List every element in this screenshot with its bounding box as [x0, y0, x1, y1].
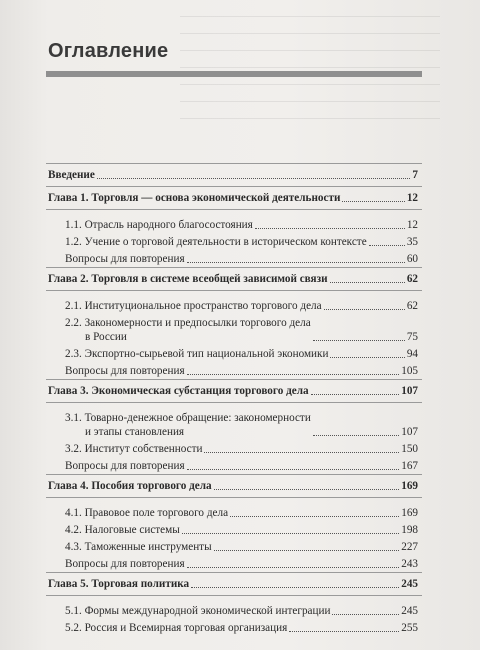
leader-dots [230, 516, 399, 517]
leader-dots [255, 228, 405, 229]
leader-dots [342, 201, 404, 202]
chapter-page: 62 [406, 273, 418, 285]
item-page: 107 [401, 426, 418, 438]
toc-item [46, 538, 422, 555]
toc-item [46, 504, 422, 521]
item-label: 2.1. Институциональное пространство торгового дела [65, 300, 322, 312]
item-page: 167 [401, 460, 418, 472]
leader-dots [313, 340, 405, 341]
item-label: 3.2. Институт собственности [65, 443, 203, 455]
item-label [65, 411, 311, 439]
toc-item [46, 521, 422, 538]
toc-item [46, 314, 422, 345]
item-page: 60 [406, 253, 418, 265]
item-page: 255 [401, 622, 418, 634]
leader-dots [330, 282, 405, 283]
leader-dots [204, 452, 399, 453]
item-label: 4.3. Таможенные инструменты [65, 541, 212, 553]
chapter-page: 169 [401, 480, 418, 492]
leader-dots [324, 309, 405, 310]
toc-item [46, 345, 422, 362]
toc-item [46, 297, 422, 314]
item-page: 245 [401, 605, 418, 617]
item-page: 150 [401, 443, 418, 455]
item-label-line-2: в России [85, 331, 127, 343]
leader-dots [187, 567, 400, 568]
chapter-label: Глава 1. Торговля — основа экономической деятельности [48, 192, 341, 204]
item-label-line-1: 3.1. Товарно-денежное обращение: закономерности [65, 412, 311, 424]
leader-dots [369, 245, 405, 246]
item-label-line-1: 2.2. Закономерности и предпосылки торгового дела [65, 317, 311, 329]
item-page: 12 [406, 219, 418, 231]
toc-item [46, 250, 422, 267]
leader-dots [182, 533, 399, 534]
item-label: 2.3. Экспортно-сырьевой тип национальной экономики [65, 348, 329, 360]
toc-page: 7 [412, 169, 418, 181]
item-page: 105 [401, 365, 418, 377]
leader-dots [214, 489, 400, 490]
table-of-contents [46, 163, 422, 636]
toc-item [46, 602, 422, 619]
toc-chapter [46, 380, 422, 402]
toc-item [46, 216, 422, 233]
item-label: 4.1. Правовое поле торгового дела [65, 507, 229, 519]
toc-item [46, 457, 422, 474]
item-page: 75 [406, 331, 418, 343]
item-page: 35 [406, 236, 418, 248]
item-label: 5.2. Россия и Всемирная торговая организация [65, 622, 288, 634]
item-label: Вопросы для повторения [65, 365, 185, 377]
page-title: Оглавление [48, 40, 169, 62]
item-page: 243 [401, 558, 418, 570]
item-page: 94 [406, 348, 418, 360]
chapter-label: Глава 4. Пособия торгового дела [48, 480, 212, 492]
leader-dots [313, 435, 399, 436]
toc-chapter [46, 268, 422, 290]
toc-label: Введение [48, 169, 95, 181]
toc-item [46, 555, 422, 572]
toc-item [46, 619, 422, 636]
item-page: 62 [406, 300, 418, 312]
leader-dots [97, 178, 411, 179]
leader-dots [214, 550, 400, 551]
item-label: Вопросы для повторения [65, 558, 185, 570]
title-rule [46, 71, 422, 77]
leader-dots [289, 631, 399, 632]
chapter-page: 245 [401, 578, 418, 590]
leader-dots [187, 262, 405, 263]
toc-item [46, 409, 422, 440]
chapter-label: Глава 2. Торговля в системе всеобщей зависимой связи [48, 273, 328, 285]
item-label: Вопросы для повторения [65, 460, 185, 472]
item-label: 1.1. Отрасль народного благосостояния [65, 219, 253, 231]
leader-dots [332, 614, 399, 615]
toc-item [46, 233, 422, 250]
item-page: 169 [401, 507, 418, 519]
leader-dots [191, 587, 399, 588]
item-page: 198 [401, 524, 418, 536]
item-page: 227 [401, 541, 418, 553]
leader-dots [187, 469, 400, 470]
leader-dots [187, 374, 400, 375]
toc-chapter [46, 475, 422, 497]
chapter-label: Глава 5. Торговая политика [48, 578, 190, 590]
leader-dots [330, 357, 404, 358]
item-label: Вопросы для повторения [65, 253, 185, 265]
chapter-page: 12 [406, 192, 418, 204]
item-label-line-2: и этапы становления [85, 426, 185, 438]
item-label: 1.2. Учение о торговой деятельности в историческом контексте [65, 236, 367, 248]
item-label [65, 316, 311, 344]
item-label: 5.1. Формы международной экономической интеграции [65, 605, 331, 617]
toc-chapter [46, 187, 422, 209]
toc-chapter [46, 573, 422, 595]
item-label: 4.2. Налоговые системы [65, 524, 180, 536]
toc-intro [46, 164, 422, 186]
chapter-page: 107 [401, 385, 418, 397]
toc-item [46, 440, 422, 457]
toc-item [46, 362, 422, 379]
chapter-label: Глава 3. Экономическая субстанция торгового дела [48, 385, 309, 397]
leader-dots [311, 394, 400, 395]
